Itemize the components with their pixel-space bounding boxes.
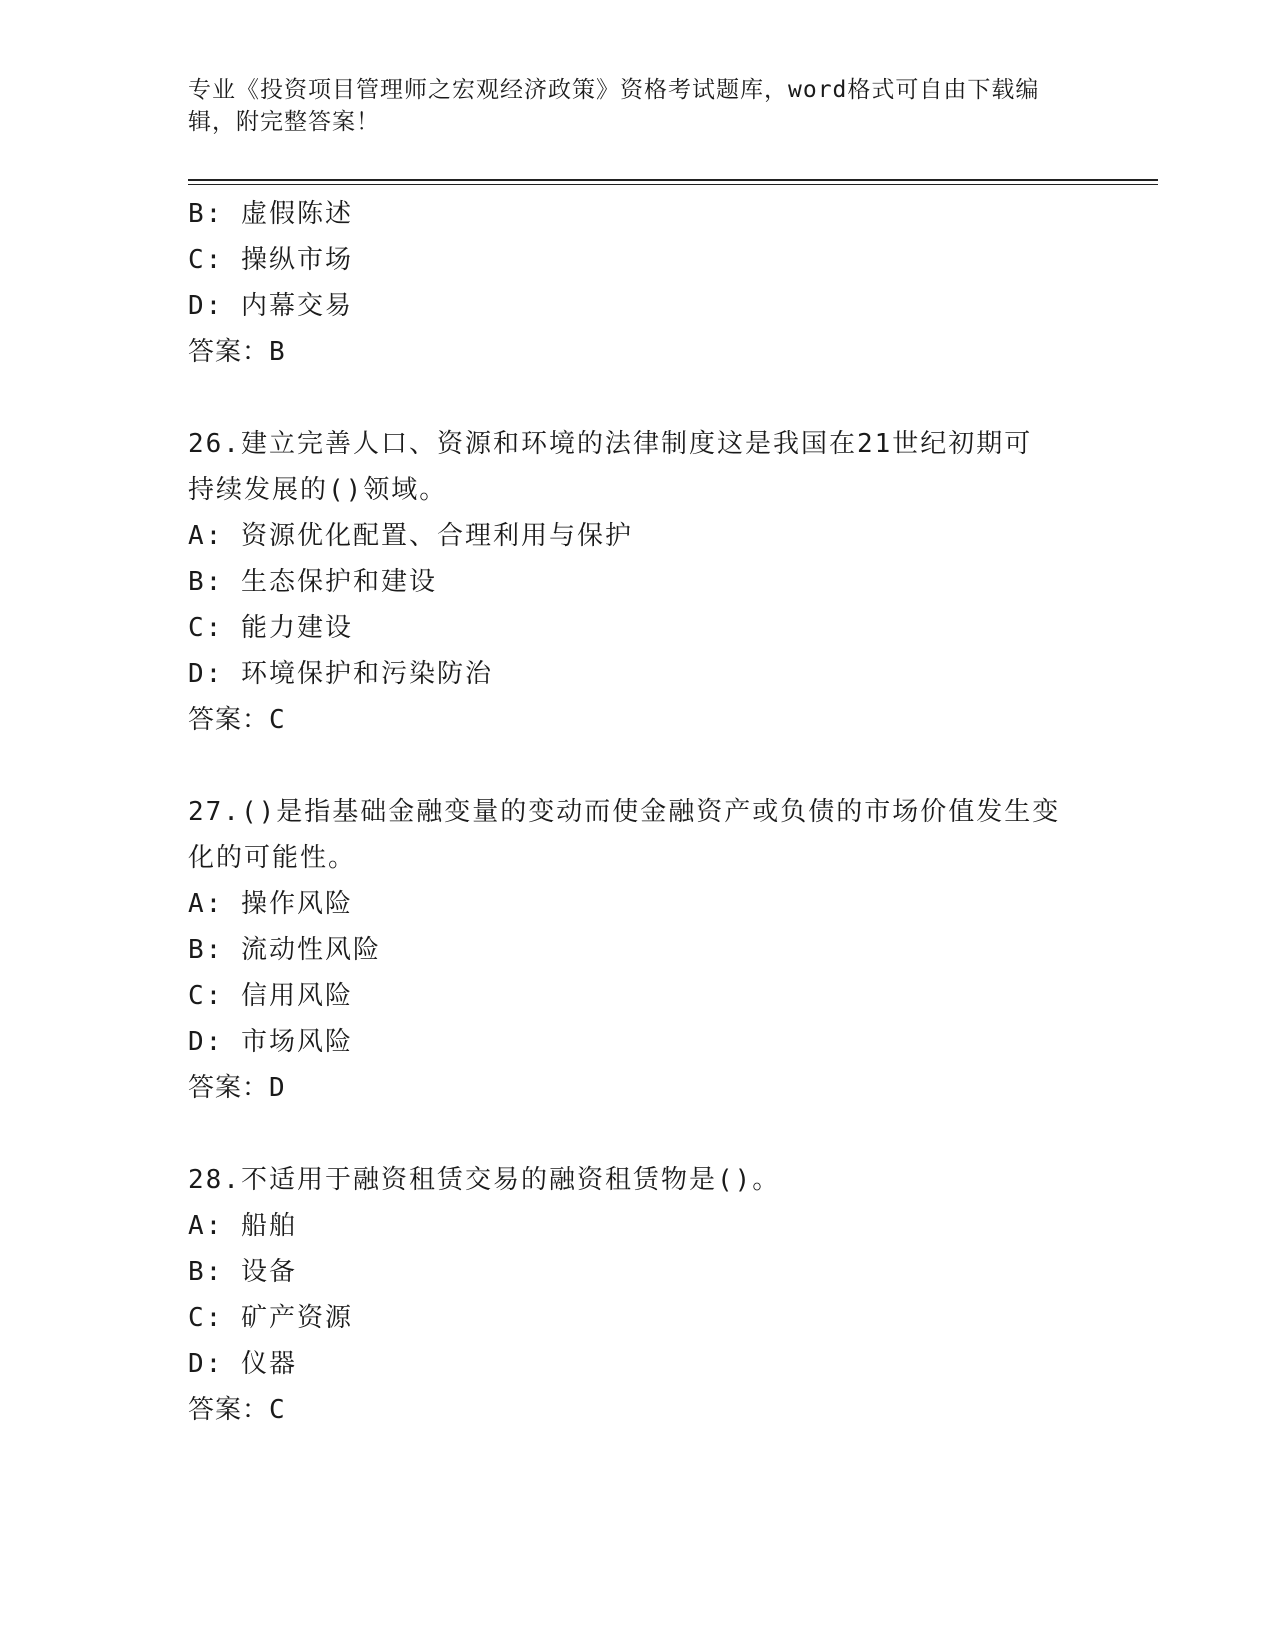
- answer-label: 答案：: [188, 1395, 270, 1425]
- option-a: A: 操作风险: [188, 889, 353, 919]
- question-28: [188, 1157, 1088, 1433]
- spacer: [188, 375, 1088, 421]
- question-stem-line-2: 化的可能性。: [188, 843, 357, 873]
- answer-label: 答案：: [188, 1073, 270, 1103]
- option-d: D: 市场风险: [188, 1027, 353, 1057]
- answer-value: C: [269, 705, 286, 735]
- option-d: D: 内幕交易: [188, 291, 353, 321]
- option-c: C: 操纵市场: [188, 245, 353, 275]
- answer-value: D: [269, 1073, 286, 1103]
- answer-label: 答案：: [188, 705, 270, 735]
- answer-label: 答案：: [188, 337, 270, 367]
- answer: [188, 697, 1088, 743]
- header-rule-thick: [188, 179, 1158, 181]
- question-stem-line-1: 27.()是指基础金融变量的变动而使金融资产或负债的市场价值发生变: [188, 797, 1061, 827]
- question-stem: [188, 789, 1088, 881]
- option-d: D: 仪器: [188, 1349, 297, 1379]
- answer: [188, 1387, 1088, 1433]
- question-26: [188, 421, 1088, 743]
- question-list: [188, 191, 1088, 1433]
- option-b: B: 流动性风险: [188, 935, 381, 965]
- header-line-1: 专业《投资项目管理师之宏观经济政策》资格考试题库，word格式可自由下载编: [188, 77, 1040, 103]
- answer-value: B: [269, 337, 286, 367]
- option-d: D: 环境保护和污染防治: [188, 659, 493, 689]
- answer: [188, 1065, 1088, 1111]
- option-c: C: 矿产资源: [188, 1303, 353, 1333]
- question-stem: [188, 1157, 1088, 1203]
- header-rule-thin: [188, 184, 1158, 185]
- document-header: [188, 74, 1088, 138]
- option-a: A: 资源优化配置、合理利用与保护: [188, 521, 633, 551]
- option-b: B: 虚假陈述: [188, 199, 353, 229]
- option-b: B: 设备: [188, 1257, 297, 1287]
- question-stem-line-2: 持续发展的()领域。: [188, 475, 448, 505]
- spacer: [188, 1111, 1088, 1157]
- answer-value: C: [269, 1395, 286, 1425]
- spacer: [188, 743, 1088, 789]
- option-b: B: 生态保护和建设: [188, 567, 437, 597]
- header-line-2: 辑，附完整答案！: [188, 109, 380, 135]
- option-a: A: 船舶: [188, 1211, 297, 1241]
- question-stem: [188, 421, 1088, 513]
- answer: [188, 329, 1088, 375]
- option-c: C: 信用风险: [188, 981, 353, 1011]
- option-c: C: 能力建设: [188, 613, 353, 643]
- question-25-continued: [188, 191, 1088, 375]
- question-stem-line-1: 26.建立完善人口、资源和环境的法律制度这是我国在21世纪初期可: [188, 429, 1033, 459]
- question-stem-line-1: 28.不适用于融资租赁交易的融资租赁物是()。: [188, 1165, 781, 1195]
- question-27: [188, 789, 1088, 1111]
